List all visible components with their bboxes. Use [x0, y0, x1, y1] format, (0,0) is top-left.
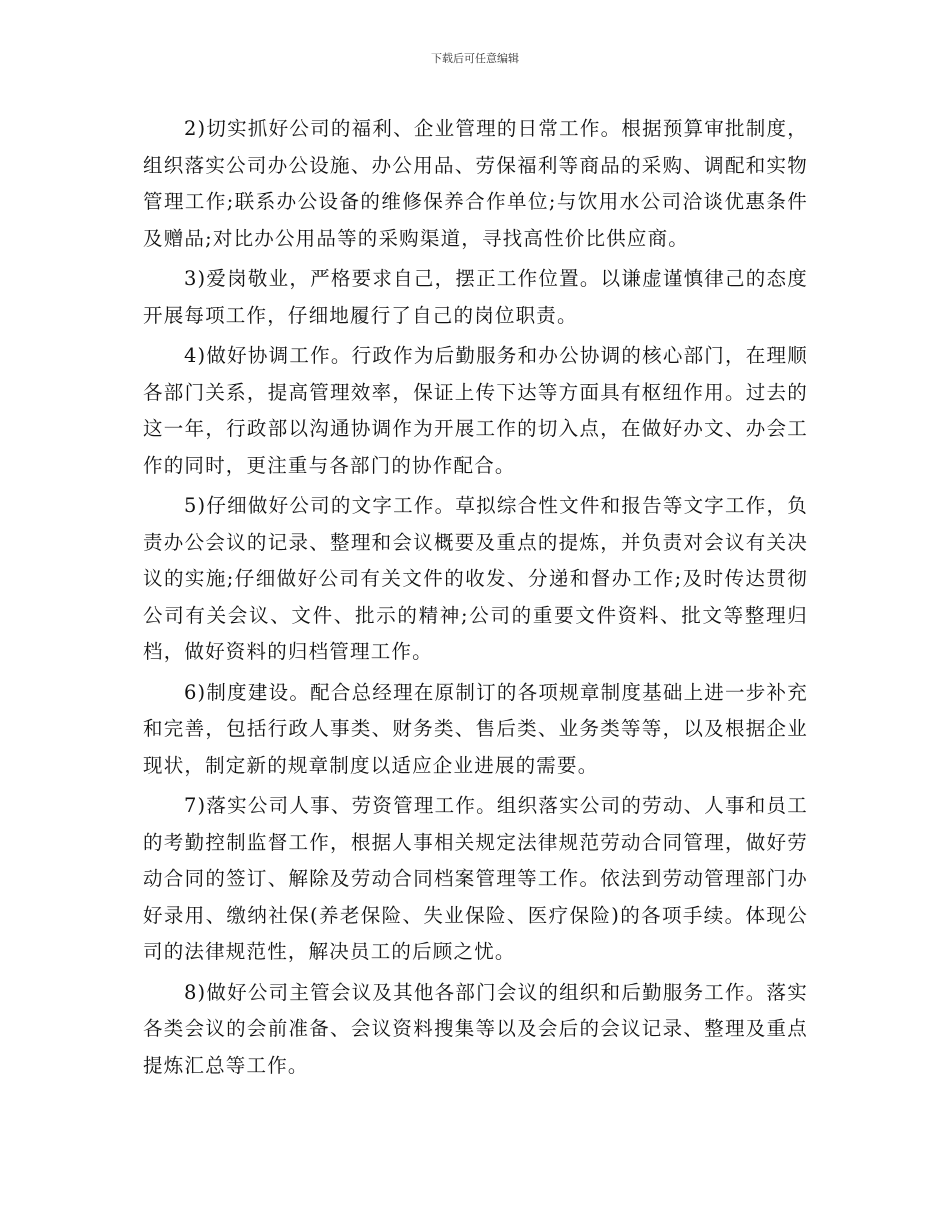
page-header: 下载后可任意编辑 — [431, 52, 519, 65]
paragraph-item-4: 4)做好协调工作。行政作为后勤服务和办公协调的核心部门，在理顺各部门关系，提高管理效率，保证上传下达等方面具有枢纽作用。过去的这一年，行政部以沟通协调作为开展工作的切入点，在做好办文、办会工作的同时，更注重与各部门的协作配合。 — [143, 344, 808, 477]
paragraph-item-7: 7)落实公司人事、劳资管理工作。组织落实公司的劳动、人事和员工的考勤控制监督工作，根据人事相关规定法律规范劳动合同管理，做好劳动合同的签订、解除及劳动合同档案管理等工作。依法到劳动管理部门办好录用、缴纳社保(养老保险、失业保险、医疗保险)的各项手续。体现公司的法律规范性，解决员工的后顾之忧。 — [143, 794, 808, 963]
paragraph-item-6: 6)制度建设。配合总经理在原制订的各项规章制度基础上进一步补充和完善，包括行政人事类、财务类、售后类、业务类等等，以及根据企业现状，制定新的规章制度以适应企业进展的需要。 — [143, 680, 808, 777]
paragraph-item-8: 8)做好公司主管会议及其他各部门会议的组织和后勤服务工作。落实各类会议的会前准备、会议资料搜集等以及会后的会议记录、整理及重点提炼汇总等工作。 — [143, 980, 808, 1077]
paragraph-item-5: 5)仔细做好公司的文字工作。草拟综合性文件和报告等文字工作，负责办公会议的记录、整理和会议概要及重点的提炼，并负责对会议有关决议的实施;仔细做好公司有关文件的收发、分递和督办工作;及时传达贯彻公司有关会议、文件、批示的精神;公司的重要文件资料、批文等整理归档，做好资料的归档管理工作。 — [143, 494, 808, 663]
paragraph-item-3: 3)爱岗敬业，严格要求自己，摆正工作位置。以谦虚谨慎律己的态度开展每项工作，仔细地履行了自己的岗位职责。 — [143, 267, 808, 327]
document-body — [143, 111, 808, 1088]
paragraph-item-2: 2)切实抓好公司的福利、企业管理的日常工作。根据预算审批制度，组织落实公司办公设施、办公用品、劳保福利等商品的采购、调配和实物管理工作;联系办公设备的维修保养合作单位;与饮用水公司洽谈优惠条件及赠品;对比办公用品等的采购渠道，寻找高性价比供应商。 — [143, 117, 808, 250]
